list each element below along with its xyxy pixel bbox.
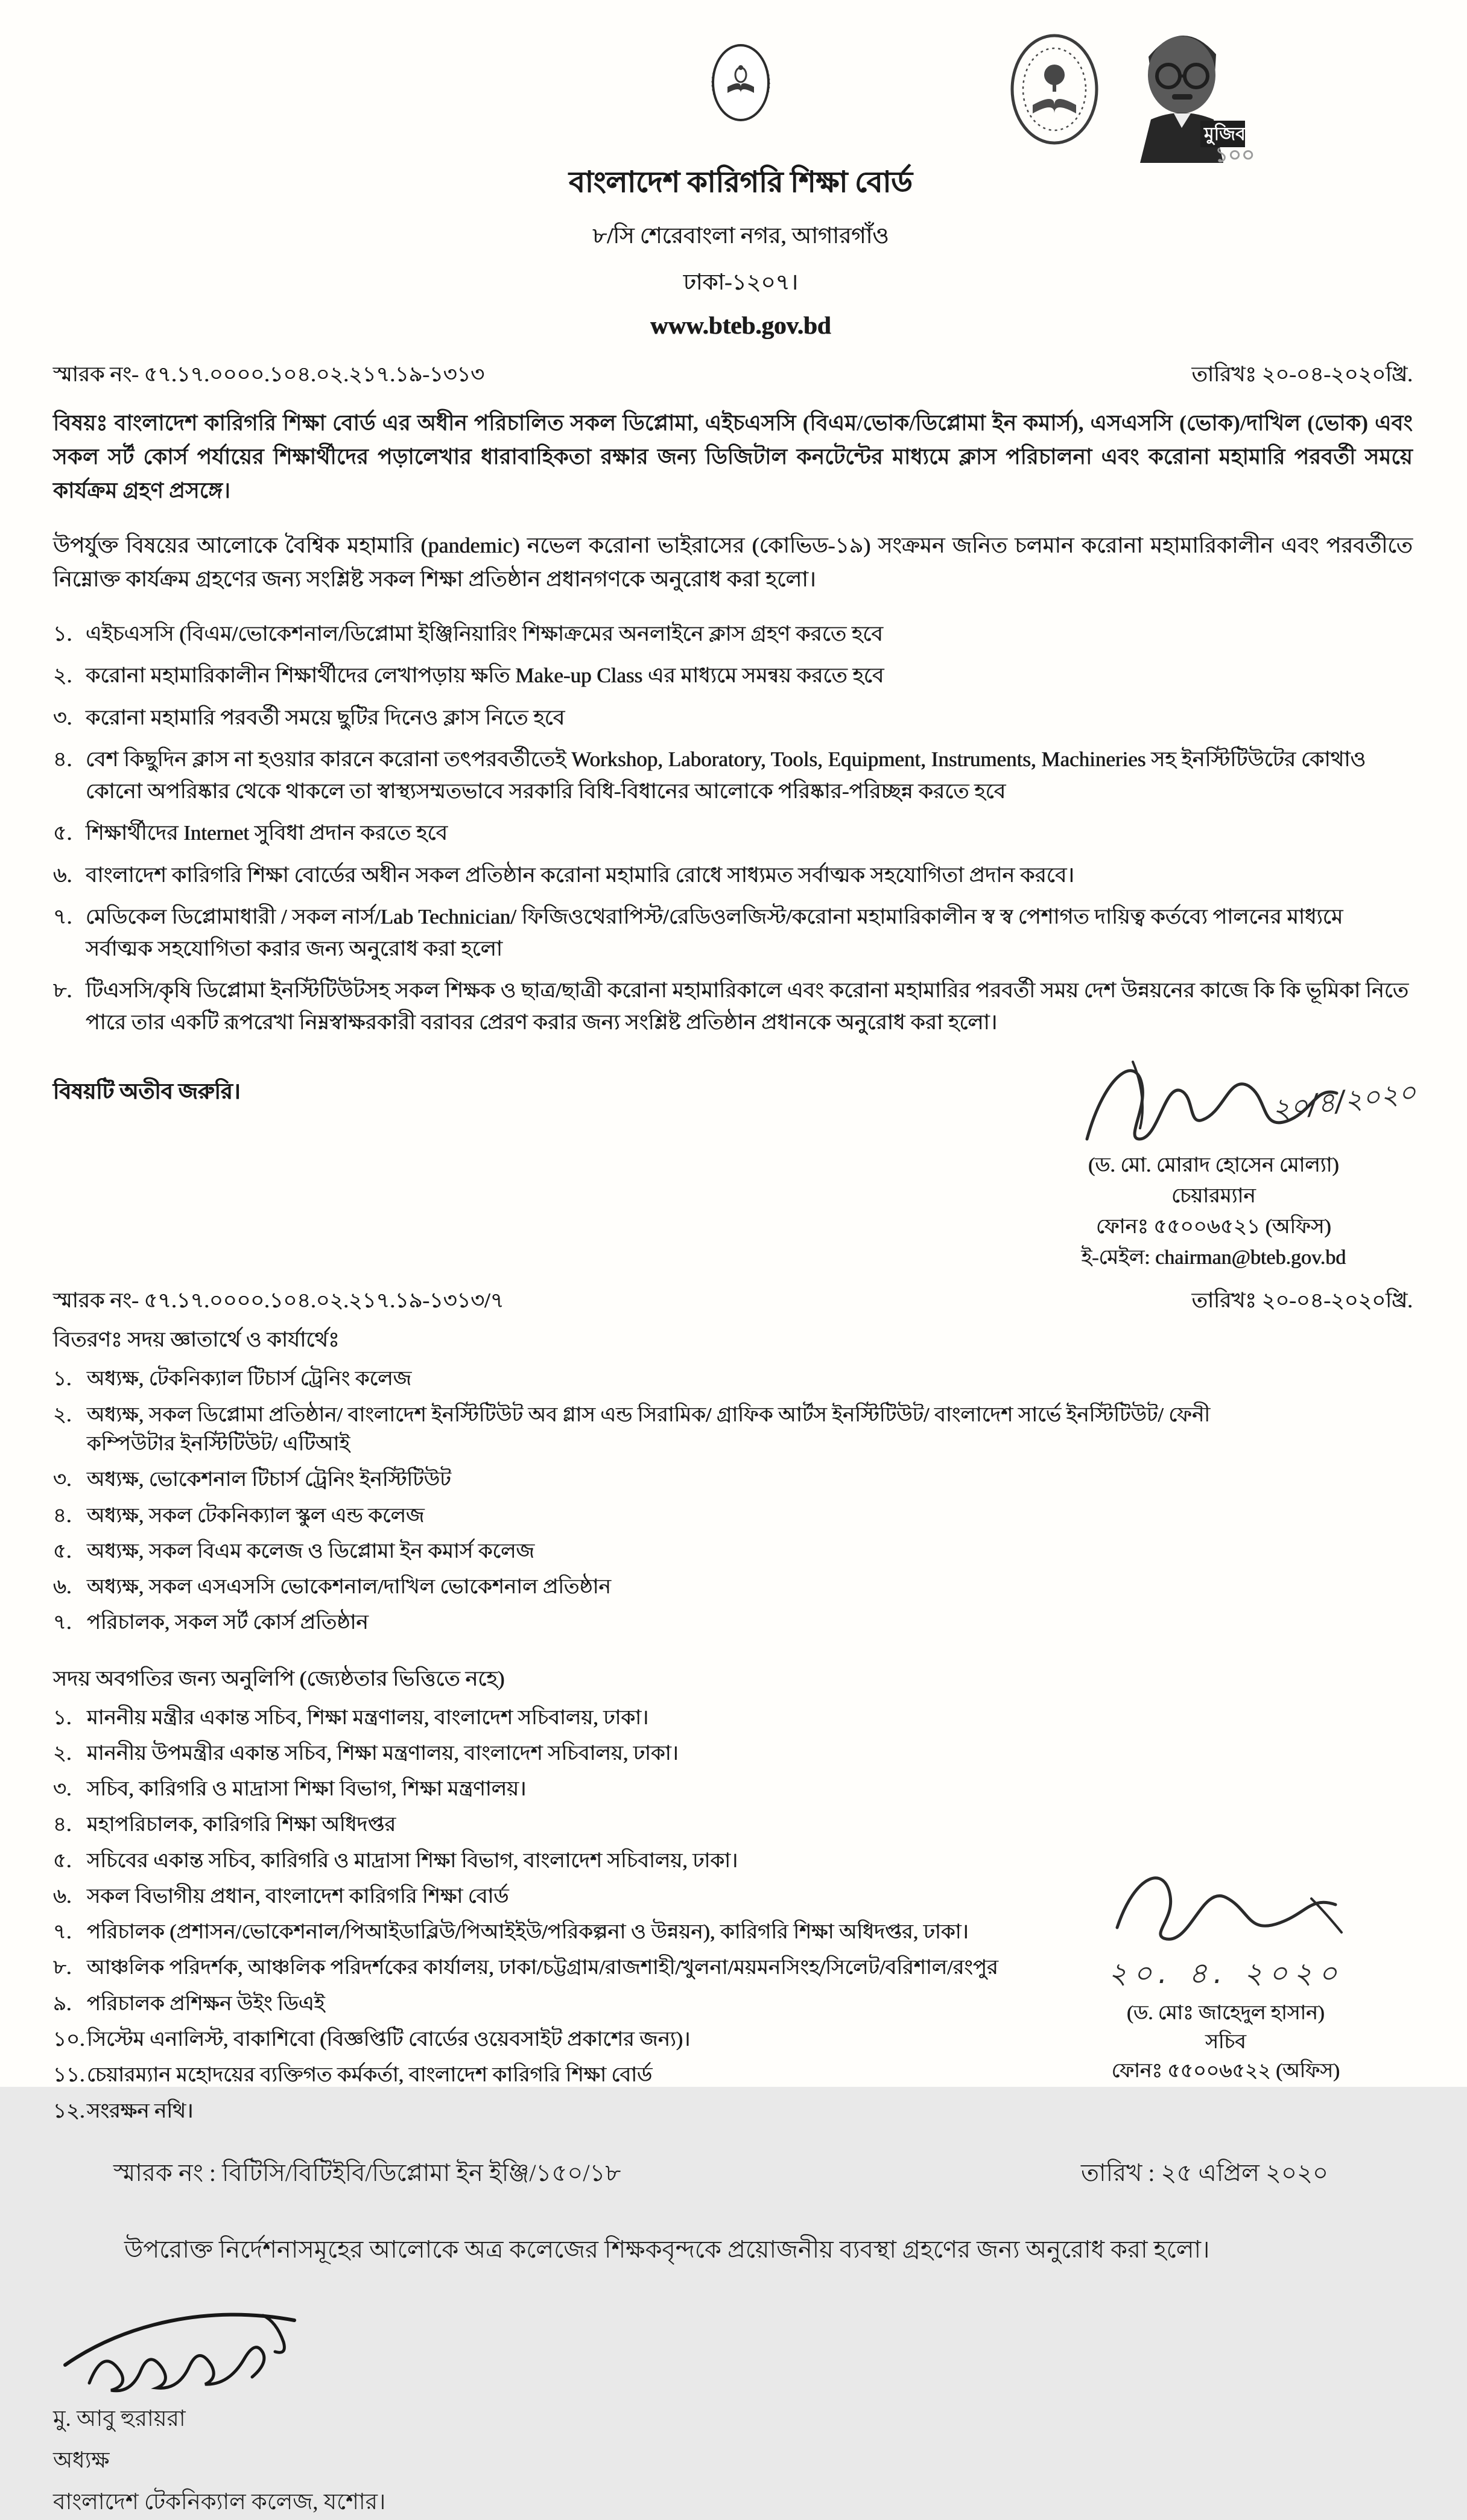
item-text: মাননীয় মন্ত্রীর একান্ত সচিব, শিক্ষা মন্ত্রণালয়, বাংলাদেশ সচিবালয়, ঢাকা। [87, 1706, 649, 1729]
directive-text: শিক্ষার্থীদের Internet সুবিধা প্রদান করতে হবে [86, 821, 448, 845]
copy-item [53, 1775, 1413, 1804]
item-text: পরিচালক, সকল সর্ট কোর্স প্রতিষ্ঠান [87, 1611, 369, 1634]
chairman-designation: চেয়ারম্যান [1171, 1185, 1256, 1208]
book-lamp-emblem-icon [724, 59, 758, 106]
copy-item [53, 2097, 1413, 2126]
secretary-phone: ফোনঃ ৫৫০০৬৫২২ (অফিস) [1111, 2060, 1340, 2082]
item-text: অধ্যক্ষ, সকল টেকনিক্যাল স্কুল এন্ড কলেজ [87, 1504, 425, 1527]
item-number: ২. [53, 1403, 72, 1426]
chairman-email: ই-মেইল: chairman@bteb.gov.bd [1081, 1246, 1346, 1269]
item-number: ৮. [53, 1957, 72, 1979]
chairman-phone: ফোনঃ ৫৫০০৬৫২১ (অফিস) [1096, 1216, 1331, 1239]
directive-number: ৪. [53, 747, 72, 772]
chairman-signature [1015, 1049, 1418, 1150]
directive-item [53, 660, 1413, 692]
chairman-name: (ড. মো. মোরাদ হোসেন মোল্যা) [1088, 1154, 1339, 1177]
directive-number: ৬. [53, 863, 72, 887]
item-text: অধ্যক্ষ, সকল বিএম কলেজ ও ডিপ্লোমা ইন কমার্স কলেজ [87, 1540, 534, 1563]
principal-designation: অধ্যক্ষ [53, 2448, 110, 2473]
directive-number: ২. [53, 664, 72, 688]
svg-text:মুজিব: মুজিব [1204, 124, 1246, 144]
item-number: ২. [53, 1742, 72, 1765]
copy-item [53, 1704, 1413, 1733]
item-number: ৫. [53, 1849, 72, 1872]
secretary-name: (ড. মোঃ জাহেদুল হাসান) [1127, 2002, 1325, 2025]
closing-note: উপরোক্ত নির্দেশনাসমূহের আলোকে অত্র কলেজের শিক্ষকবৃন্দকে প্রয়োজনীয় ব্যবস্থা গ্রহণের জন্য অনুরোধ করা হলো। [124, 2235, 1210, 2263]
item-text: অধ্যক্ষ, সকল এসএসসি ভোকেশনাল/দাখিল ভোকেশনাল প্রতিষ্ঠান [87, 1576, 611, 1599]
directive-item [53, 618, 1413, 650]
item-number: ১২. [53, 2099, 85, 2122]
memo-row-3 [53, 2154, 1413, 2194]
org-name: বাংলাদেশ কারিগরি শিক্ষা বোর্ড [569, 167, 913, 198]
distribution-item [53, 1537, 1413, 1566]
seal-core [712, 44, 770, 121]
directive-item [53, 744, 1413, 807]
item-text: পরিচালক প্রশিক্ষন উইং ডিএই [87, 1992, 325, 2015]
item-text: মহাপরিচালক, কারিগরি শিক্ষা অধিদপ্তর [87, 1814, 396, 1836]
memo-number: স্মারক নং- ৫৭.১৭.০০০০.১০৪.০২.২১৭.১৯-১৩১৩ [53, 363, 485, 386]
directive-number: ১. [53, 621, 72, 646]
item-text: মাননীয় উপমন্ত্রীর একান্ত সচিব, শিক্ষা মন্ত্রণালয়, বাংলাদেশ সচিবালয়, ঢাকা। [87, 1742, 679, 1765]
item-number: ৬. [53, 1885, 72, 1908]
item-text: অধ্যক্ষ, ভোকেশনাল টিচার্স ট্রেনিং ইনস্টিটিউট [87, 1468, 451, 1491]
principal-signature-icon [53, 2299, 331, 2395]
copies-section [53, 1662, 1413, 2126]
principal-signature-block [53, 2299, 1413, 2520]
secretary-handwritten-date: ২০. ৪. ২০২০ [1108, 1956, 1343, 1990]
secretary-designation: সচিব [1205, 2031, 1246, 2054]
intro-paragraph: উপর্যুক্ত বিষয়ের আলোকে বৈশ্বিক মহামারি (pandemic) নভেল করোনা ভাইরাসের (কোভিড-১৯) সংক্রমন জনিত চলমান করোনা মহামারিকালীন এবং পরবর্তীতে নিম্নোক্ত কার্যক্রম গ্রহণের জন্য সংশ্লিষ্ট সকল শিক্ষা প্রতিষ্ঠান প্রধানগণকে অনুরোধ করা হলো। [53, 533, 1413, 592]
directive-text: মেডিকেল ডিপ্লোমাধারী / সকল নার্স/Lab Technician/ ফিজিওথেরাপিস্ট/রেডিওলজিস্ট/করোনা মহামারিকালীন স্ব স্ব পেশাগত দায়িত্ব কর্তব্যে পালনের মাধ্যমে সর্বাত্মক সহযোগিতা করার জন্য অনুরোধ করা হলো [86, 905, 1343, 960]
item-number: ৭. [53, 1611, 72, 1634]
item-number: ৬. [53, 1576, 72, 1599]
directive-item [53, 975, 1413, 1038]
principal-organization: বাংলাদেশ টেকনিক্যাল কলেজ, যশোর। [53, 2490, 386, 2515]
principal-name: মু. আবু হুরায়রা [53, 2406, 186, 2431]
directive-number: ৭. [53, 905, 72, 929]
directive-number: ৩. [53, 705, 72, 729]
chairman-signature-block [1015, 1049, 1418, 1273]
svg-text:১০০: ১০০ [1215, 144, 1255, 167]
item-text: চেয়ারম্যান মহোদয়ের ব্যক্তিগত কর্মকর্তা, বাংলাদেশ কারিগরি শিক্ষা বোর্ড [87, 2064, 653, 2087]
subject-line: বিষয়ঃ বাংলাদেশ কারিগরি শিক্ষা বোর্ড এর অধীন পরিচালিত সকল ডিপ্লোমা, এইচএসসি (বিএম/ভোক/ডিপ্লোমা ইন কমার্স), এসএসসি (ভোক)/দাখিল (ভোক) এবং সকল সর্ট কোর্স পর্যায়ের শিক্ষার্থীদের পড়ালেখার ধারাবাহিকতা রক্ষার জন্য ডিজিটাল কনটেন্টের মাধ্যমে ক্লাস পরিচালনা এবং করোনা মহামারি পরবর্তী সময়ে কার্যক্রম গ্রহণ প্রসঙ্গে। [53, 411, 1413, 503]
memo3-number: স্মারক নং : বিটিসি/বিটিইবি/ডিপ্লোমা ইন ইঞ্জি/১৫০/১৮ [113, 2159, 621, 2186]
org-website: www.bteb.gov.bd [650, 311, 831, 339]
letterhead [445, 11, 1036, 340]
distribution-item [53, 1573, 1413, 1602]
distribution-list [53, 1365, 1413, 1637]
institute-circular-seal-icon [1009, 31, 1100, 147]
memo-row-1 [53, 358, 1413, 393]
item-number: ৩. [53, 1468, 72, 1491]
item-text: পরিচালক (প্রশাসন/ভোকেশনাল/পিআইডাব্লিউ/পিআইইউ/পরিকল্পনা ও উন্নয়ন), কারিগরি শিক্ষা অধিদপ্তর, ঢাকা। [87, 1921, 969, 1944]
distribution-item [53, 1502, 1413, 1531]
org-address-line2: ঢাকা-১২০৭। [683, 270, 798, 295]
secretary-signature-icon [1099, 1861, 1352, 1952]
distribution-heading: বিতরণঃ সদয় জ্ঞাতার্থে ও কার্যার্থেঃ [53, 1328, 340, 1352]
memo-row-2 [53, 1284, 1413, 1319]
directive-item [53, 860, 1413, 892]
item-text: অধ্যক্ষ, টেকনিক্যাল টিচার্স ট্রেনিং কলেজ [87, 1368, 412, 1391]
copy-item [53, 1739, 1413, 1768]
item-text: আঞ্চলিক পরিদর্শক, আঞ্চলিক পরিদর্শকের কার্যালয়, ঢাকা/চট্টগ্রাম/রাজশাহী/খুলনা/ময়মনসিংহ/সিলেট/বরিশাল/রংপুর [87, 1957, 998, 1979]
item-text: সংরক্ষন নথি। [87, 2099, 194, 2122]
urgent-note: বিষয়টি অতীব জরুরি। [53, 1079, 241, 1104]
item-number: ৭. [53, 1921, 72, 1944]
item-text: সচিব, কারিগরি ও মাদ্রাসা শিক্ষা বিভাগ, শিক্ষা মন্ত্রণালয়। [87, 1778, 527, 1801]
copy-item [53, 1811, 1413, 1839]
urgent-and-chairman-row [53, 1049, 1418, 1273]
distribution-item [53, 1465, 1413, 1494]
distribution-item [53, 1365, 1413, 1394]
chairman-handwritten-date: ২০/৪/২০২০ [1270, 1076, 1418, 1126]
item-number: ৪. [53, 1814, 72, 1836]
secretary-signature-block [1039, 1861, 1413, 2086]
distribution-item [53, 1401, 1413, 1459]
item-number: ৩. [53, 1778, 72, 1801]
mujib-borsho-100-logo-icon [1123, 19, 1255, 167]
directive-text: করোনা মহামারিকালীন শিক্ষার্থীদের লেখাপড়ায় ক্ষতি Make-up Class এর মাধ্যমে সমন্বয় করতে হবে [86, 664, 884, 688]
directive-text: করোনা মহামারি পরবর্তী সময়ে ছুটির দিনেও ক্লাস নিতে হবে [86, 705, 565, 729]
item-number: ৪. [53, 1504, 72, 1527]
memo2-date: তারিখঃ ২০-০৪-২০২০খ্রি. [1191, 1289, 1413, 1313]
directive-item [53, 817, 1413, 849]
directive-text: বেশ কিছুদিন ক্লাস না হওয়ার কারনে করোনা তৎপরবর্তীতেই Workshop, Laboratory, Tools, Equipment, Instruments, Machineries সহ ইনস্টিটিউটের কোথাও কোনো অপরিষ্কার থেকে থাকলে তা স্বাস্থ্যসম্মতভাবে সরকারি বিধি-বিধানের আলোকে পরিষ্কার-পরিচ্ছন্ন করতে হবে [86, 747, 1366, 803]
bteb-monogram-seal-icon [682, 11, 800, 154]
directive-number: ৫. [53, 821, 72, 845]
org-address-line1: ৮/সি শেরেবাংলা নগর, আগারগাঁও [592, 224, 889, 249]
directive-item [53, 901, 1413, 965]
item-number: ৫. [53, 1540, 72, 1563]
memo3-date: তারিখ : ২৫ এপ্রিল ২০২০ [1081, 2159, 1328, 2186]
copies-heading: সদয় অবগতির জন্য অনুলিপি (জ্যেষ্ঠতার ভিত্তিতে নহে) [53, 1666, 505, 1690]
item-number: ১. [53, 1368, 72, 1391]
directive-number: ৮. [53, 979, 72, 1003]
memo-date: তারিখঃ ২০-০৪-২০২০খ্রি. [1191, 363, 1413, 386]
item-number: ১১. [53, 2064, 85, 2087]
item-number: ১. [53, 1706, 72, 1729]
directive-text: টিএসসি/কৃষি ডিপ্লোমা ইনস্টিটিউটসহ সকল শিক্ষক ও ছাত্র/ছাত্রী করোনা মহামারিকালে এবং করোনা মহামারির পরবর্তী সময় দেশ উন্নয়নের কাজে কি কি ভূমিকা নিতে পারে তার একটি রূপরেখা নিম্নস্বাক্ষরকারী বরাবর প্রেরণ করার জন্য সংশ্লিষ্ট প্রতিষ্ঠান প্রধানকে অনুরোধ করা হলো। [86, 979, 1409, 1034]
item-text: সিস্টেম এনালিস্ট, বাকাশিবো (বিজ্ঞপ্তিটি বোর্ডের ওয়েবসাইট প্রকাশের জন্য)। [87, 2028, 691, 2051]
directive-text: এইচএসসি (বিএম/ভোকেশনাল/ডিপ্লোমা ইঞ্জিনিয়ারিং শিক্ষাক্রমের অনলাইনে ক্লাস গ্রহণ করতে হবে [86, 621, 883, 646]
directives-list [53, 618, 1413, 1039]
item-number: ১০. [53, 2028, 85, 2051]
item-number: ৯. [53, 1992, 72, 2015]
directive-text: বাংলাদেশ কারিগরি শিক্ষা বোর্ডের অধীন সকল প্রতিষ্ঠান করোনা মহামারি রোধে সাধ্যমত সর্বাত্মক সহযোগিতা প্রদান করবে। [86, 863, 1074, 887]
directive-item [53, 702, 1413, 734]
distribution-item [53, 1608, 1413, 1637]
item-text: সচিবের একান্ত সচিব, কারিগরি ও মাদ্রাসা শিক্ষা বিভাগ, বাংলাদেশ সচিবালয়, ঢাকা। [87, 1849, 738, 1872]
memo2-number: স্মারক নং- ৫৭.১৭.০০০০.১০৪.০২.২১৭.১৯-১৩১৩/৭ [53, 1289, 504, 1313]
item-text: সকল বিভাগীয় প্রধান, বাংলাদেশ কারিগরি শিক্ষা বোর্ড [87, 1885, 509, 1908]
item-text: অধ্যক্ষ, সকল ডিপ্লোমা প্রতিষ্ঠান/ বাংলাদেশ ইনস্টিটিউট অব গ্লাস এন্ড সিরামিক/ গ্রাফিক আর্টস ইনস্টিটিউট/ বাংলাদেশ সার্ভে ইনস্টিটিউট/ ফেনী কম্পিউটার ইনস্টিটিউট/ এটিআই [87, 1403, 1211, 1456]
